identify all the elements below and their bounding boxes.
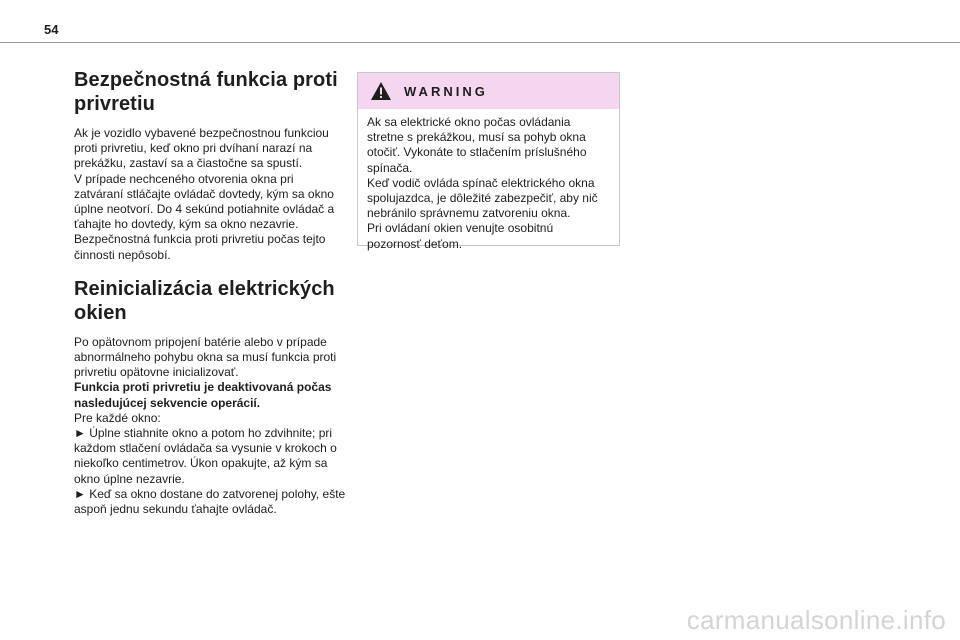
warning-body bbox=[358, 109, 619, 252]
warning-paragraph: Pri ovládaní okien venujte osobitnú pozornosť deťom. bbox=[367, 221, 554, 251]
paragraph: Bezpečnostná funkcia proti privretiu počas tejto činnosti nepôsobí. bbox=[74, 232, 326, 262]
step-item: ► Úplne stiahnite okno a potom ho zdvihnite; pri každom stlačení ovládača sa vysunie v krokoch o niekoľko centimetrov. Úkon opakujte, až kým sa okno úplne nezavrie. bbox=[74, 426, 337, 486]
warning-paragraph: Ak sa elektrické okno počas ovládania stretne s prekážkou, musí sa pohyb okna otočiť. Vykonáte to stlačením príslušného spínača. bbox=[367, 115, 587, 175]
step-item: ► Keď sa okno dostane do zatvorenej polohy, ešte aspoň jednu sekundu ťahajte ovládač. bbox=[74, 486, 346, 517]
header-divider bbox=[0, 42, 960, 43]
paragraph: Pre každé okno: bbox=[74, 410, 161, 425]
paragraph: Ak je vozidlo vybavené bezpečnostnou funkciou proti privretiu, keď okno pri dvíhaní narazí na prekážku, zastaví sa a čiastočne sa spustí. bbox=[74, 126, 329, 171]
warning-paragraph: Keď vodič ovláda spínač elektrického okna spolujazdca, je dôležité zabezpečiť, aby nič nebránilo správnemu zatvoreniu okna. bbox=[367, 175, 598, 221]
paragraph: Po opätovnom pripojení batérie alebo v prípade abnormálneho pohybu okna sa musí funkcia proti privretiu opätovne inicializovať. bbox=[74, 334, 337, 380]
bold-note: Funkcia proti privretiu je deaktivovaná počas nasledujúcej sekvencie operácií. bbox=[74, 380, 332, 410]
watermark-text: carmanualsonline.info bbox=[686, 605, 946, 635]
warning-box bbox=[357, 72, 620, 251]
section-reinitialization bbox=[74, 277, 346, 517]
paragraph: V prípade nechceného otvorenia okna pri zatváraní stláčajte ovládač dovtedy, kým sa okno úplne neotvorí. Do 4 sekúnd potiahnite ovládač a ťahajte ho dovtedy, kým sa okno nezavrie. bbox=[74, 171, 335, 232]
left-column bbox=[74, 68, 346, 517]
section-title-anti-pinch: Bezpečnostná funkcia proti privretiu bbox=[74, 69, 338, 115]
page-number: 54 bbox=[44, 22, 59, 37]
warning-header bbox=[358, 73, 619, 109]
section-anti-pinch bbox=[74, 68, 346, 263]
warning-triangle-icon bbox=[370, 81, 392, 101]
warning-label: WARNING bbox=[404, 83, 488, 99]
section-title-reinitialization: Reinicializácia elektrických okien bbox=[74, 277, 335, 324]
